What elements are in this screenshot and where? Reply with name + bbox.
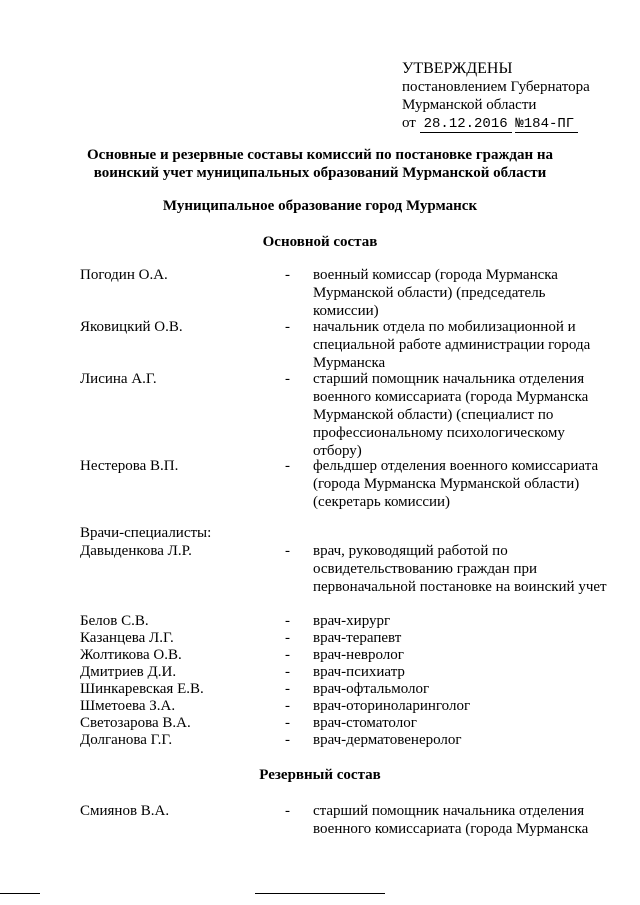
doctor-role: врач-терапевт — [313, 630, 402, 646]
dash-separator: - — [285, 715, 290, 731]
approval-heading: УТВЕРЖДЕНЫ — [402, 60, 513, 77]
member-role: начальник отдела по мобилизационной и специальной работе администрации города Мурманска — [313, 319, 591, 371]
main-section-title: Основной состав — [262, 234, 378, 250]
reserve-name: Смиянов В.А. — [80, 803, 170, 819]
doctor-role: врач-хирург — [313, 613, 391, 629]
approval-date: 28.12.2016 — [420, 116, 512, 133]
doctor-role: врач-стоматолог — [313, 715, 417, 731]
doctor-name: Казанцева Л.Г. — [80, 630, 174, 646]
dash-separator: - — [285, 267, 290, 283]
dash-separator: - — [285, 698, 290, 714]
doctor-name: Белов С.В. — [80, 613, 149, 629]
doctors-label: Врачи-специалисты: — [80, 525, 212, 541]
dash-separator: - — [285, 371, 290, 387]
member-role: военный комиссар (города Мурманска Мурманской области) (председатель комиссии) — [313, 267, 558, 319]
dash-separator: - — [285, 319, 290, 335]
member-name: Нестерова В.П. — [80, 458, 179, 474]
member-name: Яковицкий О.В. — [80, 319, 183, 335]
doctor-name: Шинкаревская Е.В. — [80, 681, 204, 697]
dash-separator: - — [285, 613, 290, 629]
approval-from-prefix: от — [402, 115, 416, 131]
doctor-name: Дмитриев Д.И. — [80, 664, 177, 680]
document-title-line-1: Основные и резервные составы комиссий по постановке граждан на — [87, 147, 553, 163]
approval-line-2: Мурманской области — [402, 97, 537, 113]
doctor-role: врач-психиатр — [313, 664, 405, 680]
footer-rule-center — [255, 893, 385, 894]
dash-separator: - — [285, 630, 290, 646]
approval-number: №184-ПГ — [515, 116, 578, 133]
doctor-name: Давыденкова Л.Р. — [80, 543, 192, 559]
approval-line-1: постановлением Губернатора — [402, 79, 590, 95]
dash-separator: - — [285, 664, 290, 680]
doctor-name: Жолтикова О.В. — [80, 647, 182, 663]
doctor-role: врач-оториноларинголог — [313, 698, 471, 714]
member-name: Лисина А.Г. — [80, 371, 157, 387]
doctor-role: врач-офтальмолог — [313, 681, 430, 697]
approval-date-line — [402, 114, 590, 133]
reserve-role: старший помощник начальника отделения военного комиссариата (города Мурманска — [313, 803, 589, 837]
document-title — [80, 146, 560, 182]
dash-separator: - — [285, 681, 290, 697]
municipality-heading: Муниципальное образование город Мурманск — [162, 198, 478, 214]
doctor-role: врач-невролог — [313, 647, 404, 663]
approval-block — [402, 60, 590, 133]
doctor-role: врач-дерматовенеролог — [313, 732, 462, 748]
dash-separator: - — [285, 458, 290, 474]
member-name: Погодин О.А. — [80, 267, 168, 283]
footer-rule-left — [0, 893, 40, 894]
document-title-line-2: воинский учет муниципальных образований Мурманской области — [93, 165, 547, 181]
member-role: фельдшер отделения военного комиссариата (города Мурманска Мурманской области) (секретарь комиссии) — [313, 458, 599, 510]
doctor-name: Долганова Г.Г. — [80, 732, 173, 748]
doctor-name: Шметоева З.А. — [80, 698, 176, 714]
dash-separator: - — [285, 732, 290, 748]
dash-separator: - — [285, 543, 290, 559]
reserve-section-title: Резервный состав — [259, 767, 381, 783]
member-role: старший помощник начальника отделения военного комиссариата (города Мурманска Мурманской области) (специалист по профессиональному психологическому отбору) — [313, 371, 589, 459]
doctor-name: Светозарова В.А. — [80, 715, 191, 731]
dash-separator: - — [285, 803, 290, 819]
doctor-role: врач, руководящий работой по освидетельствованию граждан при первоначальной постановке на воинский учет — [313, 543, 607, 595]
dash-separator: - — [285, 647, 290, 663]
